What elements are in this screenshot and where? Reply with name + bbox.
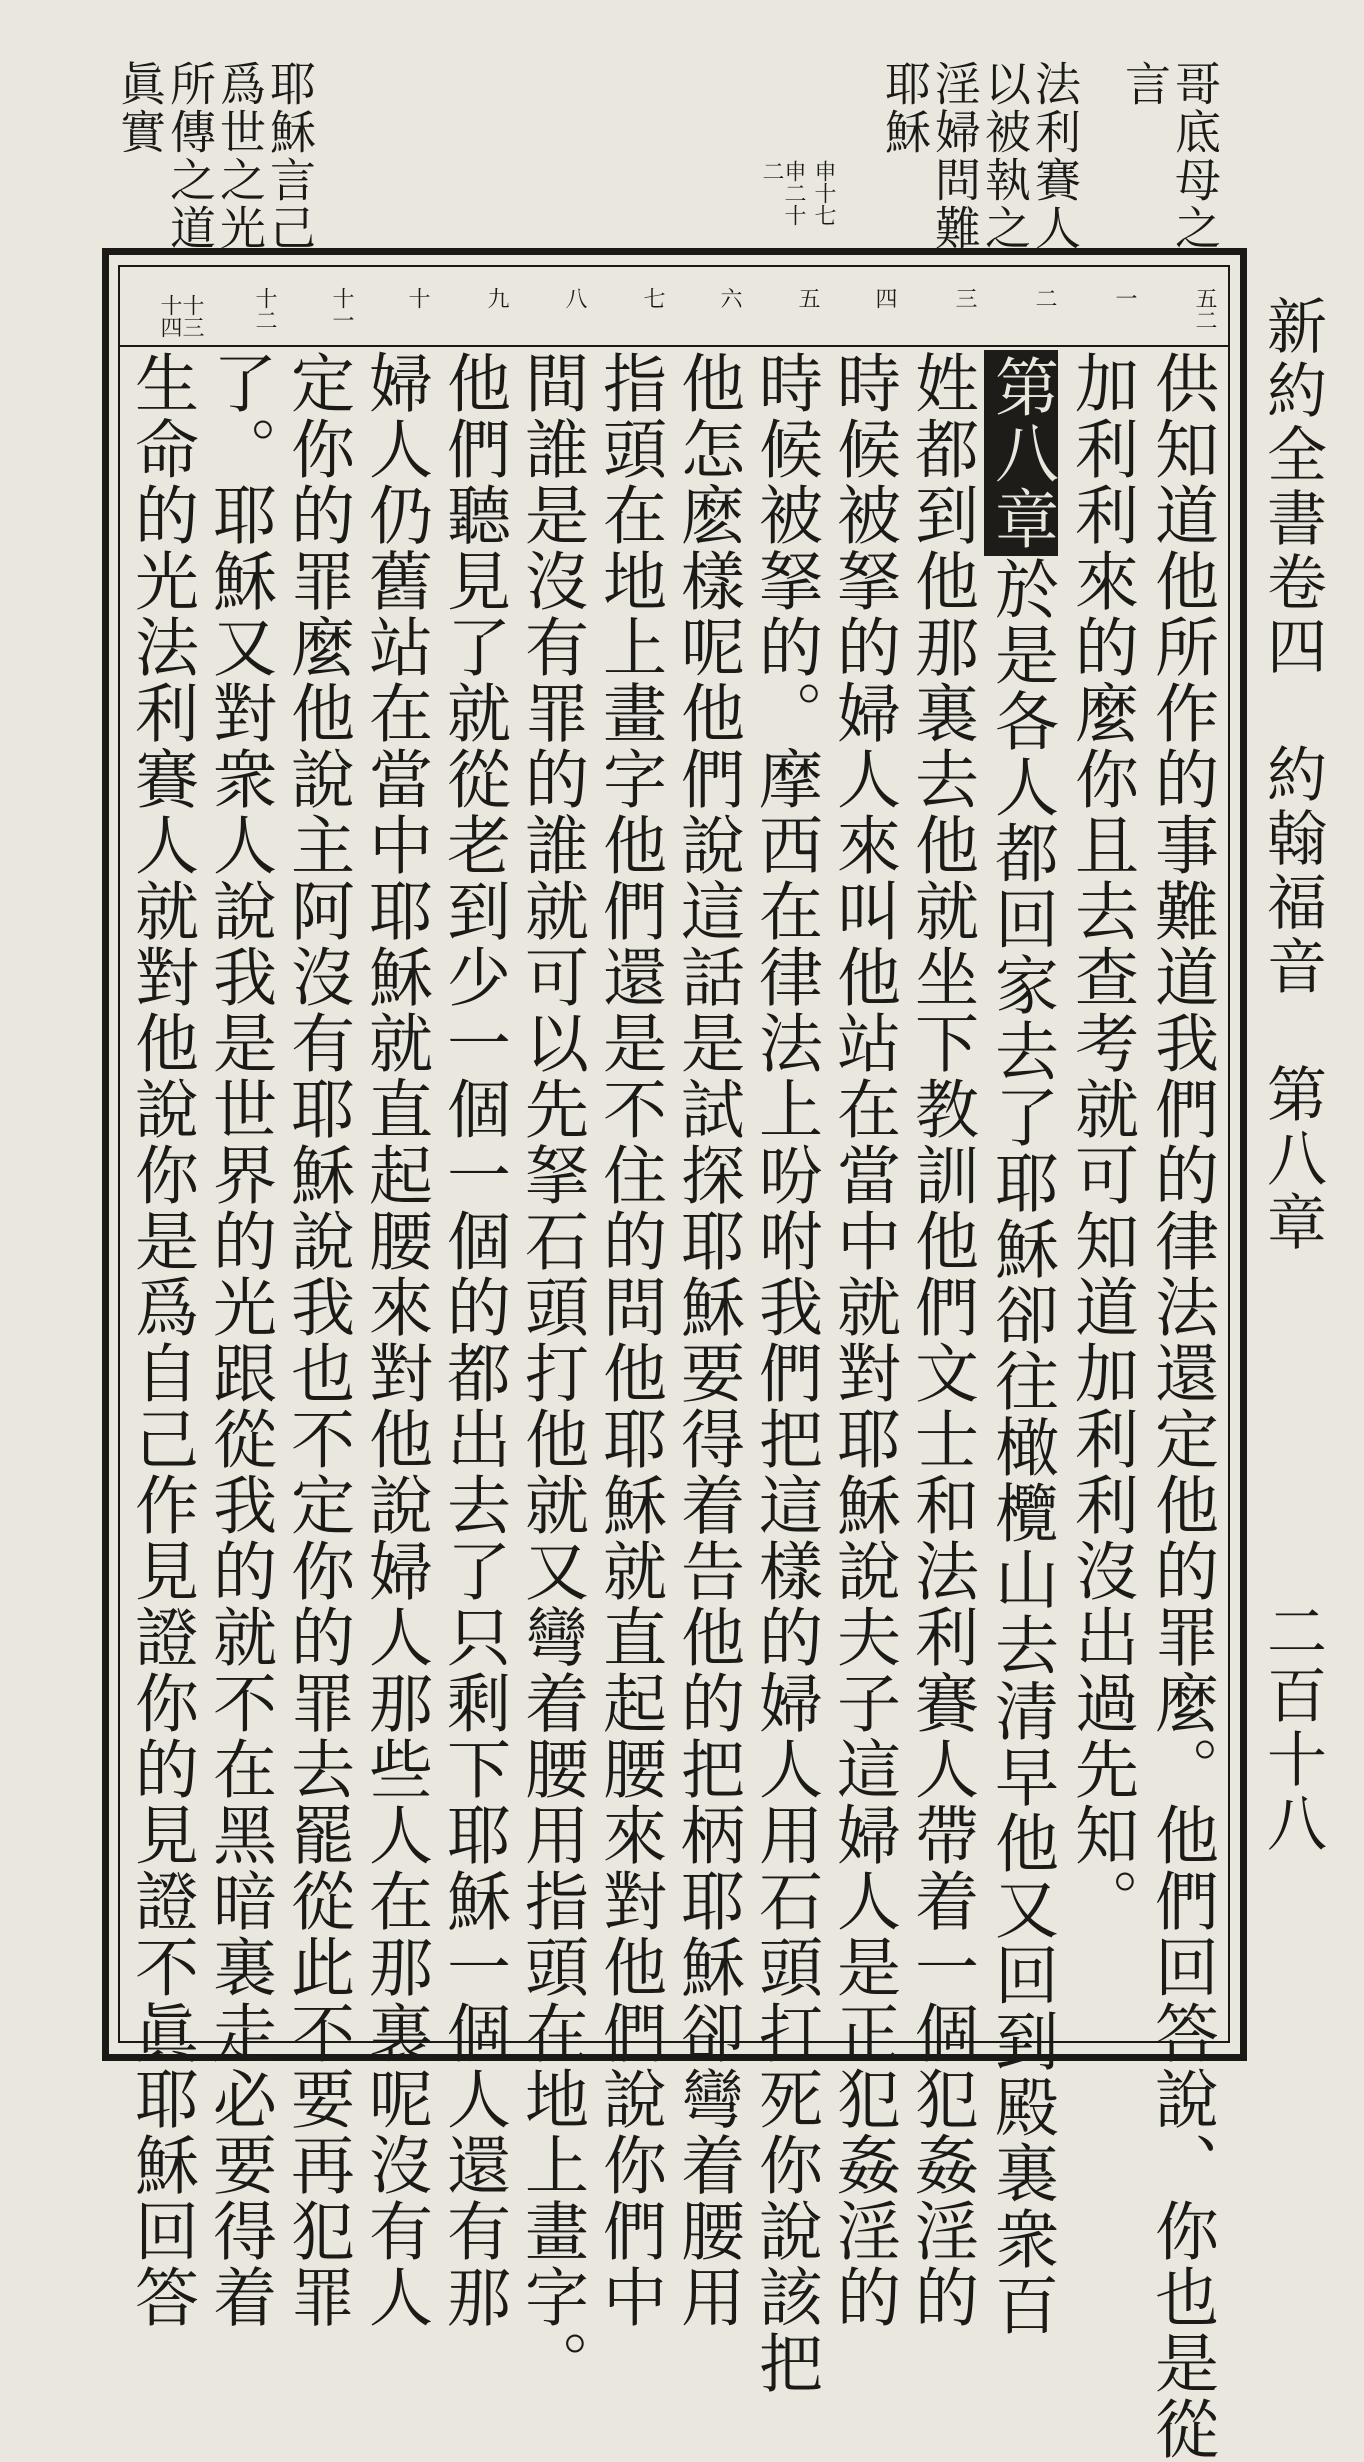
verse-number: 五二: [1192, 287, 1217, 331]
verse-number: 九: [484, 287, 509, 309]
text-column: 時候被拏的。摩西在律法上吩咐我們把這樣的婦人用石頭打死你說該把: [748, 350, 822, 2396]
verse-number: 二: [1032, 287, 1057, 309]
margin-notes: [100, 60, 1260, 252]
margin-note: 哥底母之 言: [1118, 60, 1222, 252]
margin-note: 耶穌言己 爲世之光 所傳之道 眞實: [113, 60, 317, 252]
text-column: 生命的光法利賽人就對他說你是爲自己作見證你的見證不眞耶穌回答: [124, 350, 198, 2330]
margin-reference: 申十七: [811, 160, 836, 226]
running-title: 新約全書卷四 約翰福音 第八章: [1257, 295, 1327, 1255]
margin-reference: 申二十二: [759, 160, 806, 226]
verse-number: 五: [795, 287, 820, 309]
verse-number: 十: [405, 287, 430, 309]
verse-number: 十三 十四: [157, 294, 204, 338]
verse-number: 一: [1112, 287, 1137, 309]
text-column: 了。耶穌又對衆人說我是世界的光跟從我的就不在黑暗裏走必要得着: [202, 350, 276, 2330]
text-column: 指頭在地上畫字他們還是不住的問他耶穌就直起腰來對他們說你們中: [592, 350, 666, 2330]
page-number: 二百十八: [1257, 1600, 1327, 1856]
verse-number: 十一: [329, 287, 354, 331]
text-column: 他們聽見了就從老到少一個一個的都出去了只剩下耶穌一個人還有那: [436, 350, 510, 2330]
verse-number-strip: [120, 267, 1228, 347]
chapter-heading: 第八章: [984, 350, 1058, 556]
verse-number: 八: [562, 287, 587, 309]
verse-number: 三: [952, 287, 977, 309]
verse-number: 六: [717, 287, 742, 309]
text-column: 加利利來的麼你且去查考就可知道加利利沒出過先知。: [1064, 350, 1138, 1934]
text-column: 婦人仍舊站在當中耶穌就直起腰來對他說婦人那些人在那裏呢沒有人: [358, 350, 432, 2330]
text-run: 於是各人都回家去了耶穌卻往橄欖山去清早他又回到殿裏衆百: [984, 556, 1058, 2338]
verse-number: 七: [640, 287, 665, 309]
text-column: 姓都到他那裏去他就坐下教訓他們文士和法利賽人帶着一個犯姦淫的: [904, 350, 978, 2330]
verse-number: 四: [872, 287, 897, 309]
text-column: 時候被拏的婦人來叫他站在當中就對耶穌說夫子這婦人是正犯姦淫的: [826, 350, 900, 2330]
text-column: [980, 350, 1062, 2338]
text-column: 間誰是沒有罪的誰就可以先拏石頭打他就又彎着腰用指頭在地上畫字。: [514, 350, 588, 2396]
margin-note: 法利賽人 以被執之 淫婦問難 耶穌: [878, 60, 1082, 252]
text-column: 他怎麽樣呢他們說這話是試探耶穌要得着告他的把柄耶穌卻彎着腰用: [670, 350, 744, 2330]
text-column: 定你的罪麼他說主阿沒有耶穌說我也不定你的罪去罷從此不要再犯罪: [280, 350, 354, 2330]
text-column: 供知道他所作的事難道我們的律法還定他的罪麼。他們回答說、你也是從: [1144, 350, 1218, 2462]
verse-number: 十二: [252, 287, 277, 331]
